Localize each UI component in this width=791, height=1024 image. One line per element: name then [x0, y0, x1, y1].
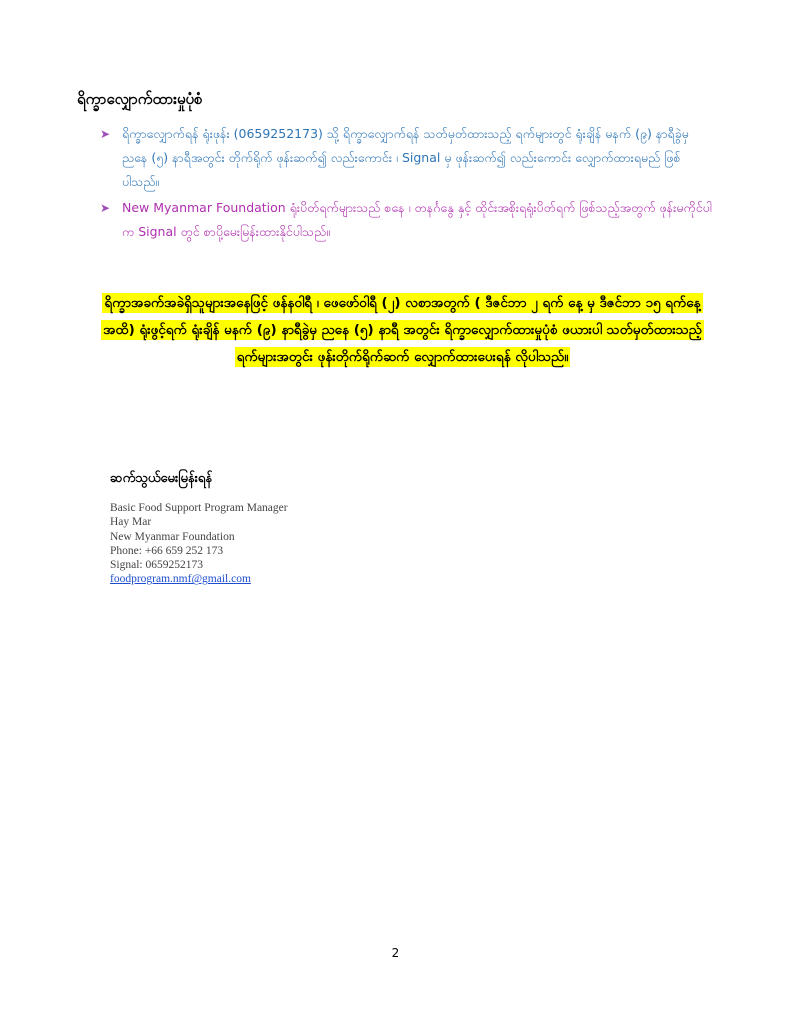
contact-signal: Signal: 0659252173 [110, 559, 203, 572]
page-number: 2 [391, 946, 400, 960]
bullet-text: New Myanmar Foundation ရုံးပိတ်ရက်များသည် စနေ ၊ တနင်္ဂနွေ နှင့် ထိုင်းအစိုးရရုံးပိတ်ရက် ဖြစ်သည့်အတွက် ဖုန်းမကိုင်ပါက Signal တွင် စာပို့မေးမြန်းထားနိုင်ပါသည်။ [122, 200, 712, 239]
highlighted-notice [90, 290, 715, 371]
arrow-bullet-icon: ➤ [100, 201, 111, 215]
bullet-item-office-hours [100, 196, 715, 244]
contact-organization: New Myanmar Foundation [110, 530, 235, 543]
contact-title: ဆက်သွယ်မေးမြန်းရန် [110, 471, 213, 486]
bullet-item-phone [100, 122, 715, 194]
bullet-list [100, 122, 715, 246]
contact-phone: Phone: +66 659 252 173 [110, 544, 224, 557]
contact-email-link[interactable]: foodprogram.nmf@gmail.com [110, 573, 251, 586]
bullet-text: ရိက္ခာလျှောက်ရန် ရုံးဖုန်း (0659252173) သို့ ရိက္ခာလျှောက်ရန် သတ်မှတ်ထားသည့် ရက်များတွင် ရုံးချိန် မနက် (၉) နာရီခွဲမှ ညနေ (၅) နာရီအတွင်း တိုက်ရိုက် ဖုန်းဆက်၍ လည်းကောင်း ၊ Signal မှ ဖုန်းဆက်၍ လည်းကောင်း လျှောက်ထားရမည် ဖြစ်ပါသည်။ [122, 126, 689, 189]
section-title: ရိက္ခာလျှောက်ထားမှုပုံစံ [77, 90, 203, 108]
notice-text: ရိက္ခာအခက်အခဲရှိသူများအနေဖြင့် ဖန်နဝါရီ ၊ ဖေဖော်ဝါရီ (၂) လစာအတွက် ( ဒီဇင်ဘာ ၂ ရက် နေ့ မှ ဒီဇင်ဘာ ၁၅ ရက်နေ့ အထိ) ရုံးဖွင့်ရက် ရုံးချိန် မနက် (၉) နာရီခွဲမှ ညနေ (၅) နာရီ အတွင်း ရိက္ခာလျှောက်ထားမှုပုံစံ ဖယားပါ သတ်မှတ်ထားသည့် ရက်များအတွင်း ဖုန်းတိုက်ရိုက်ဆက် လျှောက်ထားပေးရန် လိုပါသည်။ [103, 295, 702, 365]
contact-name: Hay Mar [110, 516, 152, 529]
contact-block [110, 501, 288, 587]
contact-role: Basic Food Support Program Manager [110, 502, 288, 514]
arrow-bullet-icon: ➤ [100, 127, 111, 141]
